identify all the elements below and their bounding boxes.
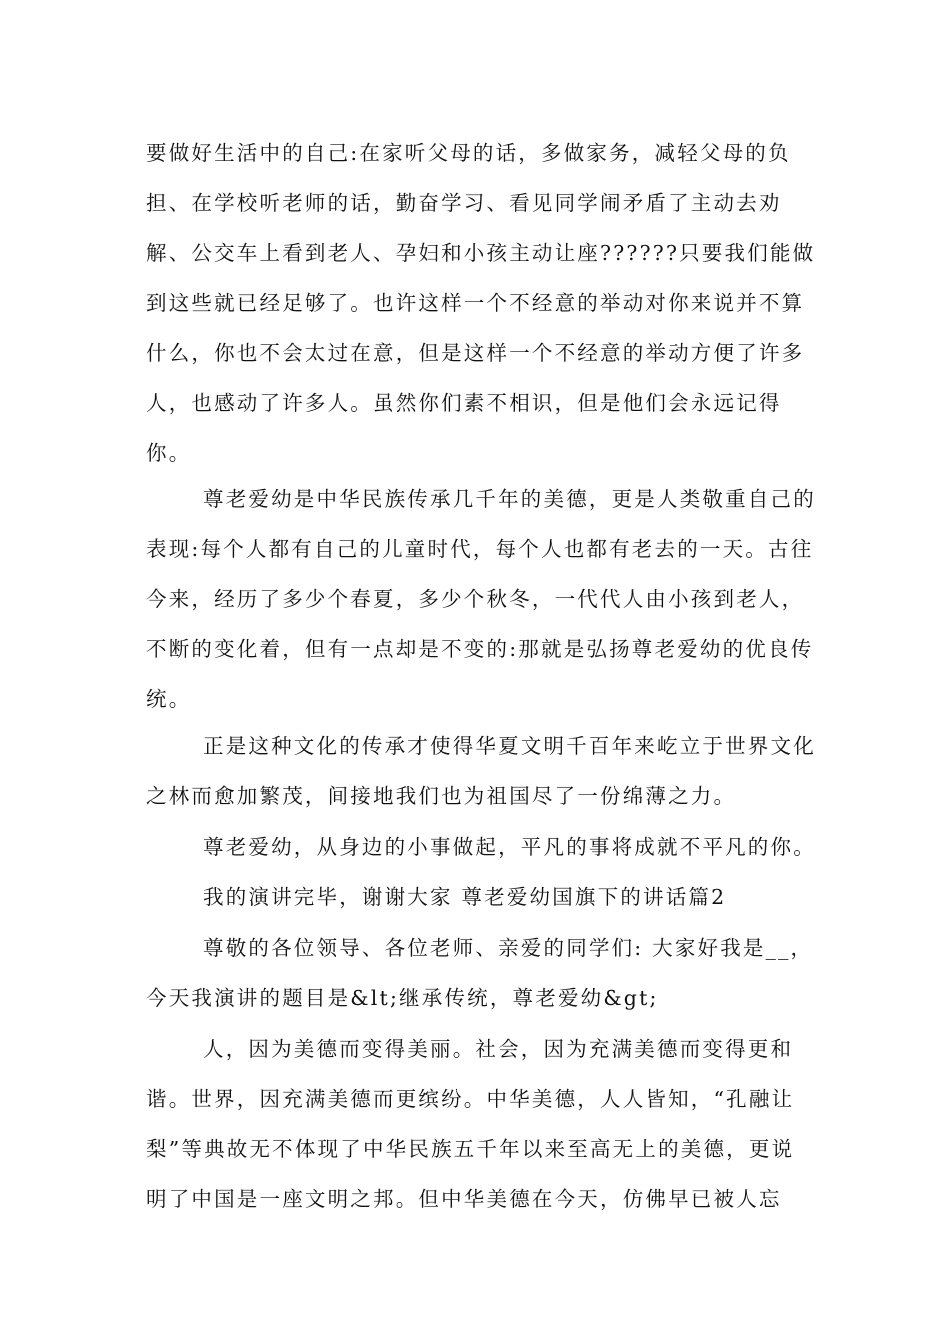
paragraph-6 [146,923,814,1023]
paragraph-line: 梨”等典故无不体现了中华民族五千年以来至高无上的美德，更说 [146,1137,795,1161]
paragraph-5 [146,872,810,922]
paragraph-line: 今天我演讲的题目是&lt;继承传统，尊老爱幼&gt; [146,986,659,1010]
paragraph-2 [146,474,816,724]
paragraph-line: 明了中国是一座文明之邦。但中华美德在今天，仿佛早已被人忘 [146,1187,782,1211]
paragraph-line: 要做好生活中的自己:在家听父母的话，多做家务，减轻父母的负 [146,141,791,165]
paragraph-line: 尊敬的各位领导、各位老师、亲爱的同学们: 大家好我是__， [203,936,814,960]
paragraph-line: 统。 [146,687,192,711]
paragraph-line: 担、在学校听老师的话，勤奋学习、看见同学闹矛盾了主动去劝 [146,191,782,215]
paragraph-1 [146,128,816,478]
paragraph-7 [146,1024,810,1224]
paragraph-line: 今来，经历了多少个春夏，多少个秋冬，一代代人由小孩到老人， [146,587,805,611]
section-heading-line: 我的演讲完毕，谢谢大家 尊老爱幼国旗下的讲话篇2 [203,885,727,909]
paragraph-4 [146,822,816,872]
paragraph-line: 到这些就已经足够了。也许这样一个不经意的举动对你来说并不算 [146,291,805,315]
paragraph-line: 尊老爱幼是中华民族传承几千年的美德，更是人类敬重自己的 [203,487,816,511]
paragraph-3 [146,721,816,821]
paragraph-line: 尊老爱幼，从身边的小事做起，平凡的事将成就不平凡的你。 [203,835,816,859]
paragraph-line: 解、公交车上看到老人、孕妇和小孩主动让座??????只要我们能做 [146,241,816,265]
paragraph-line: 什么，你也不会太过在意，但是这样一个不经意的举动方便了许多 [146,341,805,365]
paragraph-line: 之林而愈加繁茂，间接地我们也为祖国尽了一份绵薄之力。 [146,784,737,808]
paragraph-line: 谐。世界，因充满美德而更缤纷。中华美德，人人皆知，“孔融让 [146,1087,795,1111]
paragraph-line: 人，因为美德而变得美丽。社会，因为充满美德而变得更和 [203,1037,794,1061]
paragraph-line: 人，也感动了许多人。虽然你们素不相识，但是他们会永远记得 [146,391,782,415]
paragraph-line: 不断的变化着，但有一点却是不变的:那就是弘扬尊老爱幼的优良传 [146,637,814,661]
paragraph-line: 你。 [146,441,192,465]
paragraph-line: 正是这种文化的传承才使得华夏文明千百年来屹立于世界文化 [203,734,816,758]
paragraph-line: 表现:每个人都有自己的儿童时代，每个人也都有老去的一天。古往 [146,537,814,561]
